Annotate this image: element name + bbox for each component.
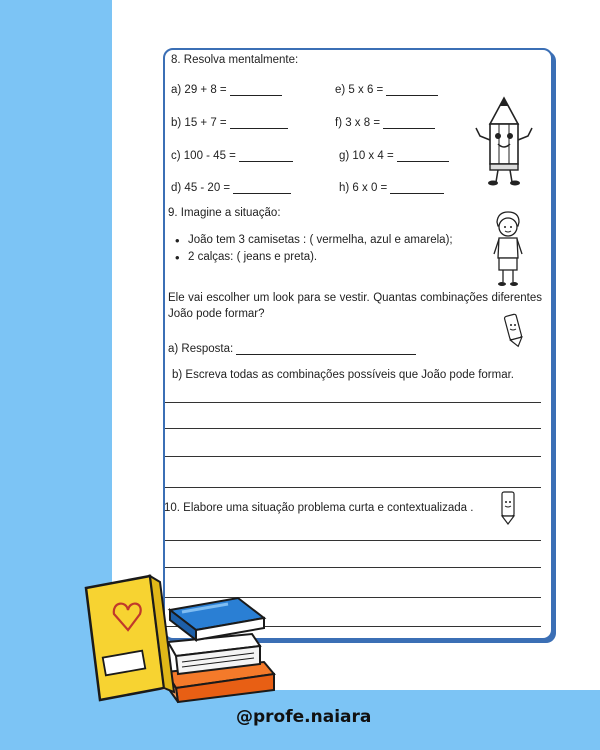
- q9-paragraph: Ele vai escolher um look para se vestir. Quantas combinações diferentes João pode formar?: [168, 292, 542, 320]
- answer-line: [165, 540, 541, 541]
- answer-line: [165, 456, 541, 457]
- boy-figure-icon: [490, 210, 526, 288]
- small-pencil-icon: [503, 313, 523, 349]
- pencil-mascot-icon: [472, 96, 536, 188]
- q8-item-b: b) 15 + 7 =: [171, 117, 288, 129]
- q9-bullet-list: [172, 234, 453, 268]
- q10-title: 10. Elabore uma situação problema curta e contextualizada .: [164, 502, 474, 514]
- q9-title: 9. Imagine a situação:: [168, 207, 281, 219]
- small-pencil-icon: [498, 490, 518, 526]
- books-stack-icon: [78, 568, 290, 706]
- q8-title: 8. Resolva mentalmente:: [171, 54, 299, 66]
- q8-item-f: f) 3 x 8 =: [335, 117, 435, 129]
- q8-item-d: d) 45 - 20 =: [171, 182, 291, 194]
- answer-line: [165, 428, 541, 429]
- q8-item-c: c) 100 - 45 =: [171, 150, 293, 162]
- answer-line: [165, 487, 541, 488]
- author-handle: @profe.naiara: [236, 707, 372, 727]
- q9-part-b: b) Escreva todas as combinações possíveis que João pode formar.: [172, 369, 514, 381]
- answer-line: [165, 402, 541, 403]
- q8-item-a: a) 29 + 8 =: [171, 84, 282, 96]
- q8-item-h: h) 6 x 0 =: [339, 182, 444, 194]
- q8-item-e: e) 5 x 6 =: [335, 84, 438, 96]
- q9-bullet-shirts: • João tem 3 camisetas : ( vermelha, azul e amarela);: [188, 234, 453, 246]
- q8-item-g: g) 10 x 4 =: [339, 150, 449, 162]
- q9-bullet-pants: • 2 calças: ( jeans e preta).: [188, 251, 453, 263]
- q9-answer-a: a) Resposta:: [168, 343, 416, 355]
